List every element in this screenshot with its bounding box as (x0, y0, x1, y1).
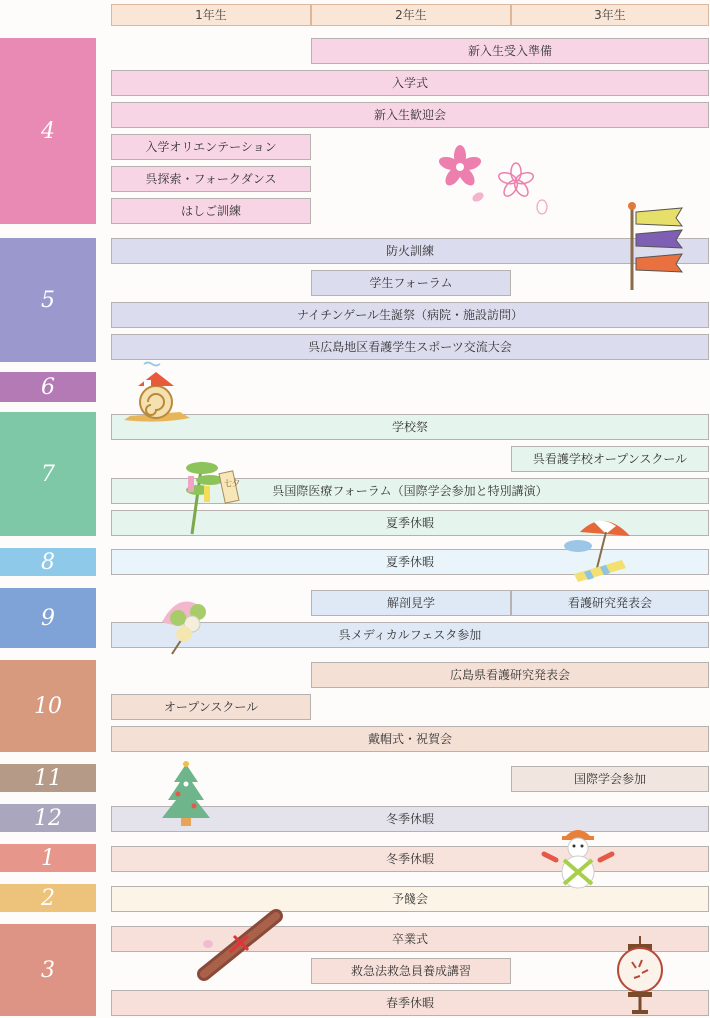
month-block-9: 9 (0, 588, 96, 648)
event-bar: 春季休暇 (111, 990, 709, 1016)
event-bar: 入学オリエンテーション (111, 134, 311, 160)
tanabata-icon (182, 456, 252, 536)
event-bar: 新入生受入準備 (311, 38, 709, 64)
event-bar: 戴帽式・祝賀会 (111, 726, 709, 752)
event-bar: 呉看護学校オープンスクール (511, 446, 709, 472)
month-block-10: 10 (0, 660, 96, 752)
event-bar: 学校祭 (111, 414, 709, 440)
month-block-5: 5 (0, 238, 96, 362)
snail-house-icon (120, 360, 195, 426)
koinobori-icon (622, 200, 688, 292)
cherry-blossom-icon (436, 145, 556, 220)
month-block-2: 2 (0, 884, 96, 912)
event-bar: 呉メディカルフェスタ参加 (111, 622, 709, 648)
dango-icon (158, 592, 216, 658)
event-bar: 呉広島地区看護学生スポーツ交流大会 (111, 334, 709, 360)
diploma-scroll-icon (190, 904, 290, 986)
event-bar: ナイチンゲール生誕祭（病院・施設訪問） (111, 302, 709, 328)
month-block-12: 12 (0, 804, 96, 832)
snowman-icon (540, 824, 616, 890)
event-bar: 冬季休暇 (111, 846, 709, 872)
month-block-11: 11 (0, 764, 96, 792)
grade-header-1: 1年生 (111, 4, 311, 26)
month-block-7: 7 (0, 412, 96, 536)
event-bar: 夏季休暇 (111, 549, 709, 575)
event-bar: 新入生歓迎会 (111, 102, 709, 128)
event-bar: 卒業式 (111, 926, 709, 952)
event-bar: 防火訓練 (111, 238, 709, 264)
grade-header-2: 2年生 (311, 4, 511, 26)
event-bar: はしご訓練 (111, 198, 311, 224)
event-bar: 呉国際医療フォーラム（国際学会参加と特別講演） (111, 478, 709, 504)
event-bar: 解剖見学 (311, 590, 511, 616)
event-bar: 救急法救急員養成講習 (311, 958, 511, 984)
month-block-6: 6 (0, 372, 96, 402)
event-bar: 夏季休暇 (111, 510, 709, 536)
grade-header-3: 3年生 (511, 4, 709, 26)
lantern-icon (612, 936, 668, 1016)
event-bar: 学生フォーラム (311, 270, 511, 296)
event-bar: オープンスクール (111, 694, 311, 720)
event-bar: 冬季休暇 (111, 806, 709, 832)
parasol-icon (560, 512, 636, 584)
month-block-8: 8 (0, 548, 96, 576)
event-bar: 入学式 (111, 70, 709, 96)
event-bar: 国際学会参加 (511, 766, 709, 792)
tanabata-tag-label: 七夕 (224, 479, 240, 488)
month-block-3: 3 (0, 924, 96, 1016)
month-block-1: 1 (0, 844, 96, 872)
event-bar: 看護研究発表会 (511, 590, 709, 616)
event-bar: 広島県看護研究発表会 (311, 662, 709, 688)
christmas-tree-icon (156, 760, 216, 830)
month-block-4: 4 (0, 38, 96, 224)
event-bar: 予餞会 (111, 886, 709, 912)
event-bar: 呉探索・フォークダンス (111, 166, 311, 192)
